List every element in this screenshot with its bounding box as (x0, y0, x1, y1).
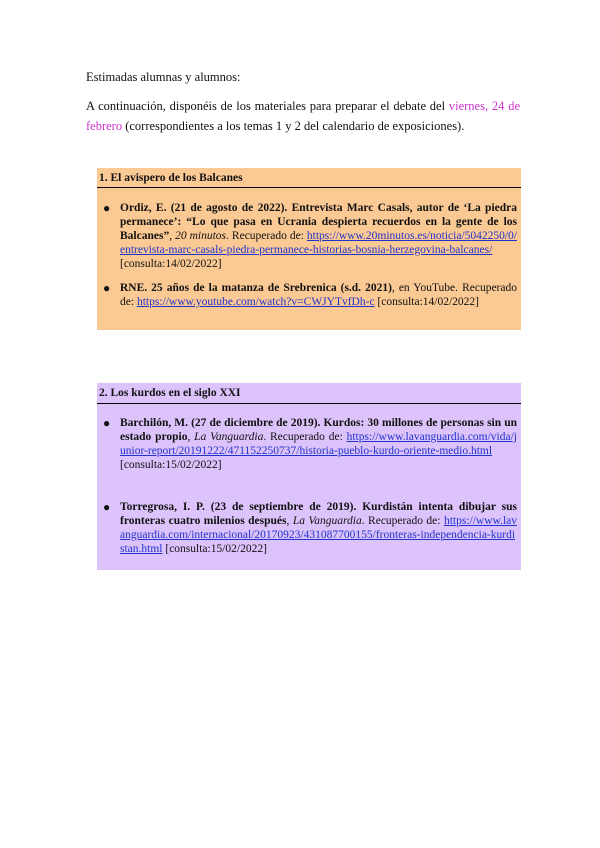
intro-after: (correspondientes a los temas 1 y 2 del calendario de exposiciones). (122, 119, 465, 133)
reference-entry (103, 201, 518, 271)
reference-link[interactable]: https://www.lavanguardia.com/internacional/20170923/431087700155/fronteras-independencia-kurdistan.html (120, 515, 517, 555)
reference-source: 20 minutos (175, 230, 227, 242)
reference-link[interactable]: https://www.youtube.com/watch?v=CWJYTvfDh-c (136, 296, 375, 308)
bullet-icon: ● (103, 281, 111, 295)
reference-sep: , (187, 431, 195, 443)
section-divider (97, 187, 521, 188)
reference-recovered: . Recuperado de: (226, 230, 307, 242)
reference-citation: RNE. 25 años de la matanza de Srebrenica (s.d. 2021) (120, 282, 392, 294)
reference-source: La Vanguardia (194, 431, 264, 443)
greeting: Estimadas alumnas y alumnos: (86, 70, 241, 84)
reference-consulta: [consulta:15/02/2022] (162, 543, 267, 555)
reference-recovered: . Recuperado de: (263, 431, 347, 443)
section-divider (97, 403, 521, 404)
intro-paragraph (86, 96, 520, 136)
reference-citation: Barchilón, M. (27 de diciembre de 2019). Kurdos: 30 millones de personas sin un estado propio (120, 417, 517, 443)
section-kurdos (97, 383, 521, 570)
reference-consulta: [consulta:14/02/2022] (120, 258, 222, 270)
reference-recovered: , en YouTube. Recuperado de: (120, 282, 517, 308)
bullet-icon: ● (103, 500, 111, 514)
reference-citation: Ordiz, E. (21 de agosto de 2022). Entrevista Marc Casals, autor de ‘La piedra permanece’: “Lo que pasa en Ucrania despierta recuerdos en la gente de los Balcanes” (120, 202, 517, 242)
intro-before: A continuación, disponéis de los materiales para preparar el debate del (86, 99, 449, 113)
reference-citation: Torregrosa, I. P. (23 de septiembre de 2019). Kurdistán intenta dibujar sus fronteras cuatro milenios después (120, 501, 517, 527)
reference-source: La Vanguardia (292, 515, 362, 527)
reference-entry (103, 281, 517, 309)
reference-entry (103, 416, 518, 472)
reference-link[interactable]: https://www.20minutos.es/noticia/5042250/0/entrevista-marc-casals-piedra-permanece-historias-bosnia-herzegovina-balcanes/ (120, 230, 518, 256)
reference-consulta: [consulta:15/02/2022] (120, 459, 222, 471)
reference-consulta: [consulta:14/02/2022] (374, 296, 479, 308)
section-title: 1. El avispero de los Balcanes (99, 172, 243, 184)
reference-sep: , (286, 515, 293, 527)
reference-link[interactable]: https://www.lavanguardia.com/vida/junior-report/20191222/471152250737/historia-pueblo-kurdo-oriente-medio.html (120, 431, 518, 457)
bullet-icon: ● (103, 201, 111, 215)
reference-recovered: . Recuperado de: (361, 515, 444, 527)
bullet-icon: ● (103, 416, 111, 430)
reference-sep: , (169, 230, 176, 242)
section-title: 2. Los kurdos en el siglo XXI (99, 387, 241, 399)
section-balcanes (97, 168, 521, 330)
intro-date-highlight: viernes, 24 de febrero (86, 99, 520, 133)
reference-entry (103, 500, 517, 556)
